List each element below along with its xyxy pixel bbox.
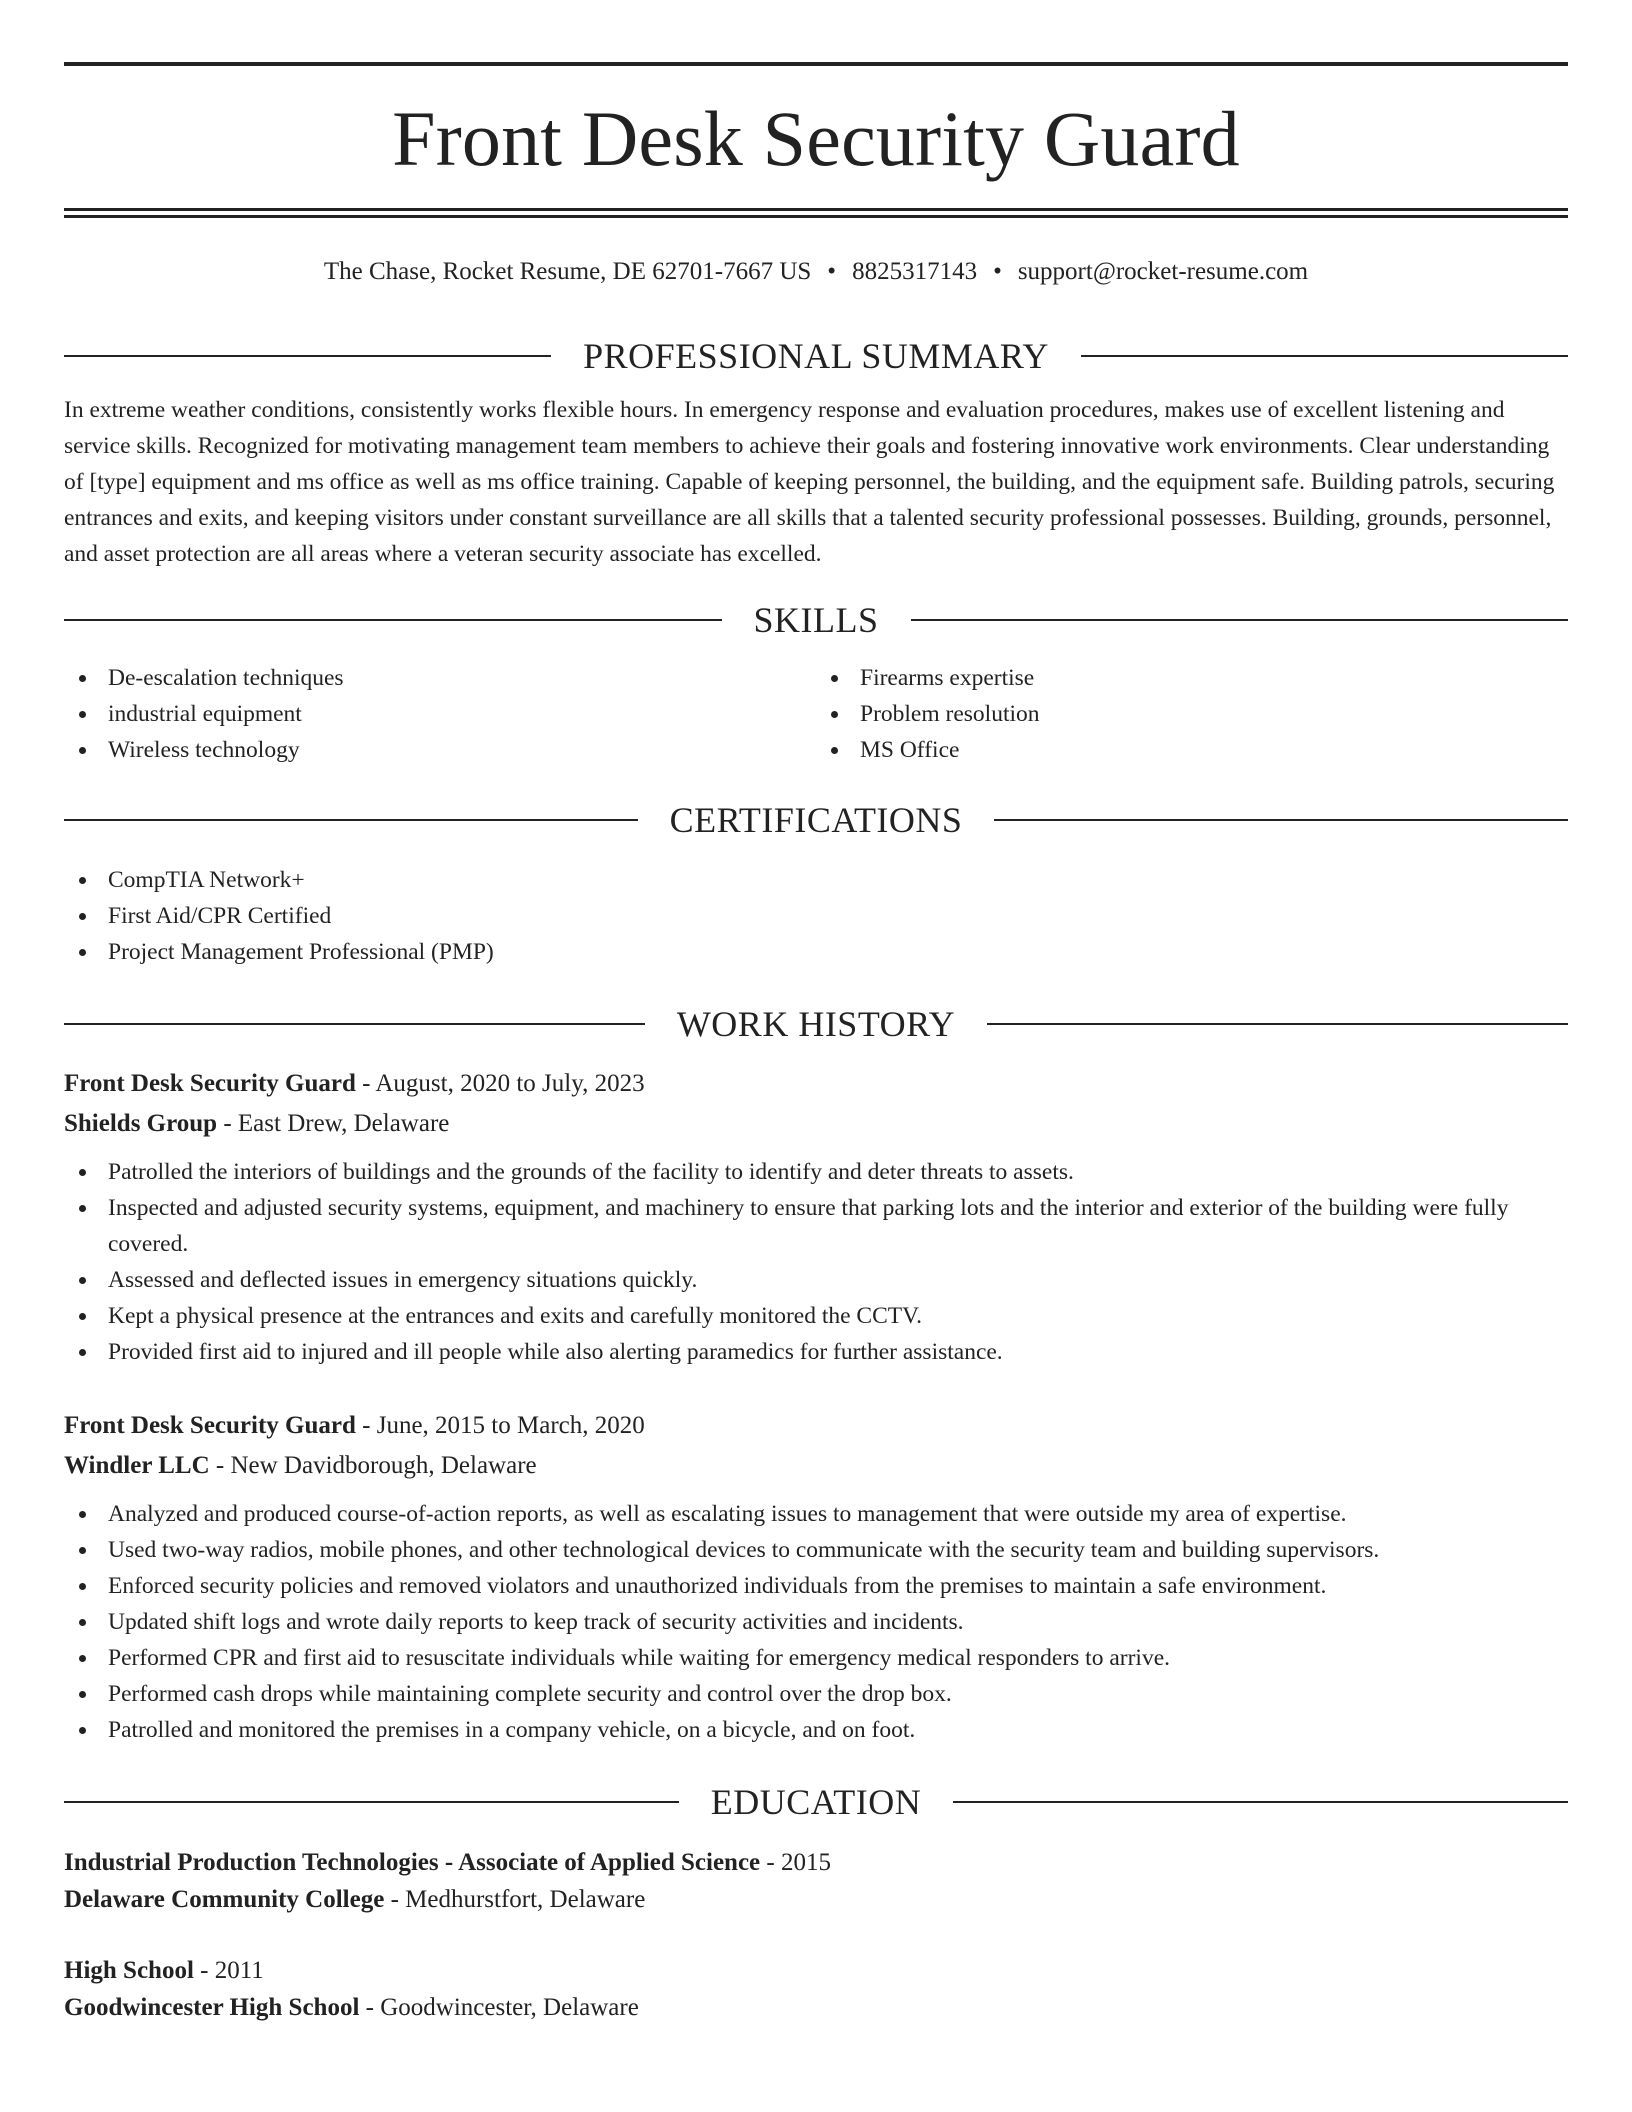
job-duty: Performed cash drops while maintaining complete security and control over the drop box. <box>64 1676 1568 1712</box>
job-entry <box>64 1064 1568 1370</box>
heading-rule <box>994 819 1568 821</box>
job-duty: Used two-way radios, mobile phones, and other technological devices to communicate with the security team and building supervisors. <box>64 1532 1568 1568</box>
top-rule <box>64 62 1568 66</box>
section-title: WORK HISTORY <box>676 1004 956 1044</box>
skill-item: industrial equipment <box>64 696 816 732</box>
education-year: - 2015 <box>760 1849 831 1876</box>
job-duties <box>64 1496 1568 1748</box>
job-duty: Analyzed and produced course-of-action reports, as well as escalating issues to management that were outside my area of expertise. <box>64 1496 1568 1532</box>
heading-rule <box>64 355 551 357</box>
education-school-line <box>64 1881 1568 1918</box>
section-heading-skills <box>64 594 1568 646</box>
skill-item: MS Office <box>816 732 1568 768</box>
section-title: SKILLS <box>753 600 879 640</box>
job-duty: Patrolled the interiors of buildings and the grounds of the facility to identify and deter threats to assets. <box>64 1154 1568 1190</box>
education-degree: High School <box>64 1957 194 1984</box>
job-company-line <box>64 1446 1568 1486</box>
job-entry <box>64 1406 1568 1748</box>
education-location: - Medhurstfort, Delaware <box>384 1886 646 1913</box>
skill-item: Wireless technology <box>64 732 816 768</box>
education-location: - Goodwincester, Delaware <box>359 1994 639 2021</box>
job-location: - East Drew, Delaware <box>217 1110 450 1137</box>
skill-item: Problem resolution <box>816 696 1568 732</box>
contact-separator: • <box>827 258 837 285</box>
job-dates: - August, 2020 to July, 2023 <box>355 1070 645 1097</box>
education-entry <box>64 1844 1568 1918</box>
certification-item: Project Management Professional (PMP) <box>64 934 1568 970</box>
heading-rule <box>1081 355 1568 357</box>
heading-rule <box>64 1023 645 1025</box>
contact-phone: 8825317143 <box>852 258 978 285</box>
resume-content <box>64 330 1568 2026</box>
job-title: Front Desk Security Guard <box>64 1412 356 1439</box>
heading-rule <box>64 619 722 621</box>
job-duty: Enforced security policies and removed violators and unauthorized individuals from the premises to maintain a safe environment. <box>64 1568 1568 1604</box>
job-duty: Kept a physical presence at the entrances and exits and carefully monitored the CCTV. <box>64 1298 1568 1334</box>
job-duty: Performed CPR and first aid to resuscitate individuals while waiting for emergency medical responders to arrive. <box>64 1640 1568 1676</box>
summary-text: In extreme weather conditions, consistently works flexible hours. In emergency response and evaluation procedures, makes use of excellent listening and service skills. Recognized for motivating management team members to achieve their goals and fostering innovative work environments. Clear understanding of [type] equipment and ms office as well as ms office training. Capable of keeping personnel, the building, and the equipment safe. Building patrols, securing entrances and exits, and keeping visitors under constant surveillance are all skills that a talented security professional possesses. Building, grounds, personnel, and asset protection are all areas where a veteran security associate has excelled. <box>64 397 1555 567</box>
contact-address: The Chase, Rocket Resume, DE 62701-7667 US <box>323 258 812 285</box>
section-title: CERTIFICATIONS <box>669 800 963 840</box>
contact-line <box>64 256 1568 288</box>
section-heading-work-history <box>64 998 1568 1050</box>
job-title-line <box>64 1406 1568 1446</box>
contact-email: support@rocket-resume.com <box>1017 258 1309 285</box>
heading-rule <box>911 619 1569 621</box>
candidate-name: Front Desk Security Guard <box>392 95 1240 182</box>
section-title: EDUCATION <box>710 1782 922 1822</box>
certification-list <box>64 862 1568 970</box>
job-company: Windler LLC <box>64 1452 210 1479</box>
certification-item: CompTIA Network+ <box>64 862 1568 898</box>
heading-rule <box>953 1801 1568 1803</box>
job-title-line <box>64 1064 1568 1104</box>
education-school-line <box>64 1989 1568 2026</box>
skill-item: De-escalation techniques <box>64 660 816 696</box>
section-spacer <box>64 1748 1568 1776</box>
section-heading-summary <box>64 330 1568 382</box>
job-duty: Patrolled and monitored the premises in a company vehicle, on a bicycle, and on foot. <box>64 1712 1568 1748</box>
job-dates: - June, 2015 to March, 2020 <box>355 1412 645 1439</box>
job-company-line <box>64 1104 1568 1144</box>
job-duty: Updated shift logs and wrote daily reports to keep track of security activities and incidents. <box>64 1604 1568 1640</box>
education-degree-line <box>64 1844 1568 1881</box>
skills-grid <box>64 660 1568 768</box>
heading-rule <box>987 1023 1568 1025</box>
skills-column-left <box>64 660 816 768</box>
education-degree: Industrial Production Technologies - Associate of Applied Science <box>64 1849 761 1876</box>
heading-rule <box>64 819 638 821</box>
certification-item: First Aid/CPR Certified <box>64 898 1568 934</box>
education-school: Delaware Community College <box>64 1886 385 1913</box>
job-title: Front Desk Security Guard <box>64 1070 356 1097</box>
section-heading-education <box>64 1776 1568 1828</box>
education-year: - 2011 <box>193 1957 264 1984</box>
skills-column-right <box>816 660 1568 768</box>
job-duty: Assessed and deflected issues in emergency situations quickly. <box>64 1262 1568 1298</box>
job-company: Shields Group <box>64 1110 218 1137</box>
contact-separator: • <box>993 258 1002 285</box>
skill-item: Firearms expertise <box>816 660 1568 696</box>
education-entry <box>64 1952 1568 2026</box>
section-title: PROFESSIONAL SUMMARY <box>583 336 1049 376</box>
section-heading-certifications <box>64 794 1568 846</box>
education-school: Goodwincester High School <box>64 1994 360 2021</box>
job-duty: Inspected and adjusted security systems, equipment, and machinery to ensure that parking lots and the interior and exterior of the building were fully covered. <box>64 1190 1568 1262</box>
header-double-rule <box>64 208 1568 218</box>
job-duty: Provided first aid to injured and ill people while also alerting paramedics for further assistance. <box>64 1334 1568 1370</box>
job-location: - New Davidborough, Delaware <box>209 1452 537 1479</box>
heading-rule <box>64 1801 679 1803</box>
education-degree-line <box>64 1952 1568 1989</box>
job-duties <box>64 1154 1568 1370</box>
